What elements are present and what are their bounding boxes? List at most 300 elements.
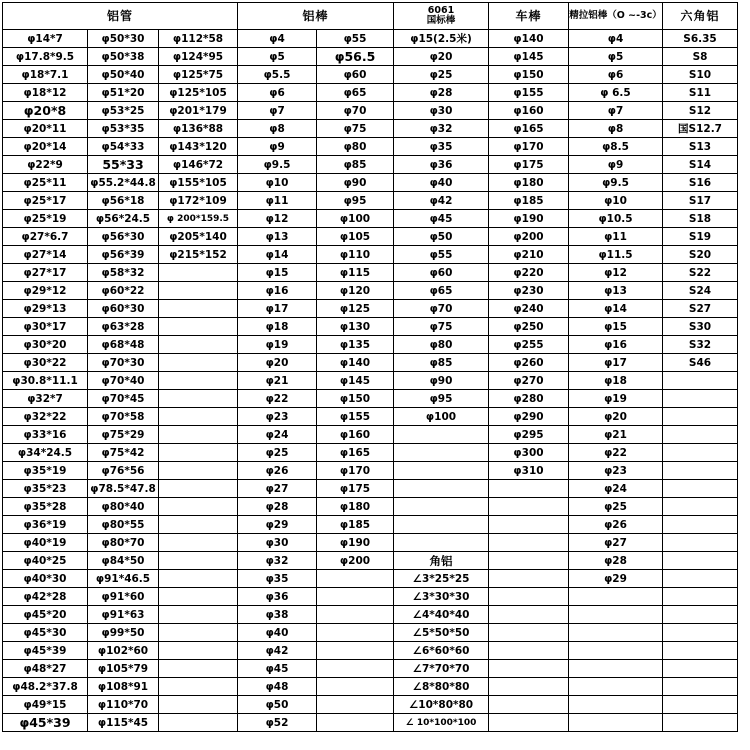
cell-hex: S46 [663, 354, 738, 372]
cell-std6061: φ100 [394, 408, 489, 426]
cell-pipe-b: φ75*42 [88, 444, 159, 462]
cell-hex: S22 [663, 264, 738, 282]
cell-std6061: φ50 [394, 228, 489, 246]
cell-pipe-b: φ50*30 [88, 30, 159, 48]
cell-pipe-c [159, 444, 238, 462]
table-row [3, 570, 738, 588]
cell-hex [663, 588, 738, 606]
cell-bar-a: φ27 [238, 480, 317, 498]
cell-bar-a: φ7 [238, 102, 317, 120]
cell-std6061: φ28 [394, 84, 489, 102]
cell-lathe: φ160 [489, 102, 569, 120]
cell-pipe-a: φ42*28 [3, 588, 88, 606]
cell-pipe-b: φ63*28 [88, 318, 159, 336]
cell-bar-a: φ5.5 [238, 66, 317, 84]
cell-lathe: φ170 [489, 138, 569, 156]
cell-bar-a: φ28 [238, 498, 317, 516]
cell-bar-a: φ26 [238, 462, 317, 480]
cell-drawn [569, 642, 663, 660]
cell-bar-b: φ105 [317, 228, 394, 246]
cell-lathe [489, 696, 569, 714]
cell-drawn: φ5 [569, 48, 663, 66]
cell-lathe: φ180 [489, 174, 569, 192]
cell-bar-b: φ135 [317, 336, 394, 354]
cell-std6061: φ20 [394, 48, 489, 66]
cell-pipe-b: φ50*38 [88, 48, 159, 66]
cell-pipe-b: φ91*46.5 [88, 570, 159, 588]
cell-pipe-c [159, 336, 238, 354]
cell-std6061: ∠10*80*80 [394, 696, 489, 714]
cell-pipe-a: φ40*30 [3, 570, 88, 588]
cell-bar-a: φ15 [238, 264, 317, 282]
cell-hex [663, 408, 738, 426]
cell-hex: S27 [663, 300, 738, 318]
cell-pipe-a: φ32*22 [3, 408, 88, 426]
cell-std6061: φ85 [394, 354, 489, 372]
cell-drawn: φ8 [569, 120, 663, 138]
cell-drawn: φ24 [569, 480, 663, 498]
cell-pipe-c: φ172*109 [159, 192, 238, 210]
table-row [3, 696, 738, 714]
cell-std6061: ∠8*80*80 [394, 678, 489, 696]
cell-pipe-c [159, 390, 238, 408]
cell-hex [663, 426, 738, 444]
cell-lathe: φ310 [489, 462, 569, 480]
cell-hex [663, 570, 738, 588]
cell-pipe-b: φ60*30 [88, 300, 159, 318]
cell-std6061 [394, 534, 489, 552]
cell-lathe: φ185 [489, 192, 569, 210]
cell-lathe [489, 516, 569, 534]
cell-drawn: φ27 [569, 534, 663, 552]
cell-bar-a: φ50 [238, 696, 317, 714]
cell-std6061 [394, 426, 489, 444]
cell-pipe-b: φ80*40 [88, 498, 159, 516]
cell-pipe-c: φ146*72 [159, 156, 238, 174]
table-row [3, 426, 738, 444]
cell-drawn: φ13 [569, 282, 663, 300]
cell-pipe-b: φ53*35 [88, 120, 159, 138]
cell-pipe-a: φ48.2*37.8 [3, 678, 88, 696]
cell-drawn: φ15 [569, 318, 663, 336]
cell-bar-b: φ150 [317, 390, 394, 408]
cell-pipe-b: φ58*32 [88, 264, 159, 282]
cell-pipe-c [159, 642, 238, 660]
cell-drawn: φ25 [569, 498, 663, 516]
cell-bar-b: φ200 [317, 552, 394, 570]
header-row [3, 3, 738, 30]
aluminum-spec-table [2, 2, 738, 732]
cell-lathe [489, 588, 569, 606]
cell-bar-b: φ75 [317, 120, 394, 138]
cell-pipe-c: φ155*105 [159, 174, 238, 192]
cell-pipe-c [159, 300, 238, 318]
cell-pipe-b: φ110*70 [88, 696, 159, 714]
cell-bar-a: φ42 [238, 642, 317, 660]
cell-bar-a: φ13 [238, 228, 317, 246]
cell-drawn: φ22 [569, 444, 663, 462]
cell-std6061: φ30 [394, 102, 489, 120]
cell-pipe-b: φ51*20 [88, 84, 159, 102]
cell-pipe-c [159, 462, 238, 480]
cell-bar-b: φ55 [317, 30, 394, 48]
cell-drawn: φ28 [569, 552, 663, 570]
table-row [3, 624, 738, 642]
cell-pipe-a: φ34*24.5 [3, 444, 88, 462]
cell-pipe-b: φ56*18 [88, 192, 159, 210]
cell-pipe-b: φ108*91 [88, 678, 159, 696]
cell-pipe-a: φ36*19 [3, 516, 88, 534]
cell-drawn: φ9.5 [569, 174, 663, 192]
cell-bar-a: φ5 [238, 48, 317, 66]
cell-pipe-c [159, 498, 238, 516]
cell-drawn: φ18 [569, 372, 663, 390]
cell-pipe-b: φ70*40 [88, 372, 159, 390]
cell-std6061: ∠3*25*25 [394, 570, 489, 588]
cell-drawn: φ23 [569, 462, 663, 480]
table-row [3, 552, 738, 570]
cell-hex [663, 696, 738, 714]
cell-pipe-a: φ30.8*11.1 [3, 372, 88, 390]
cell-hex: S20 [663, 246, 738, 264]
cell-hex: S14 [663, 156, 738, 174]
cell-pipe-a: φ30*22 [3, 354, 88, 372]
cell-pipe-b: φ102*60 [88, 642, 159, 660]
cell-lathe: φ155 [489, 84, 569, 102]
cell-std6061: ∠5*50*50 [394, 624, 489, 642]
cell-pipe-a: φ18*7.1 [3, 66, 88, 84]
cell-lathe: φ270 [489, 372, 569, 390]
cell-drawn [569, 660, 663, 678]
table-row [3, 264, 738, 282]
cell-pipe-c [159, 678, 238, 696]
cell-std6061: φ25 [394, 66, 489, 84]
cell-pipe-a: φ49*15 [3, 696, 88, 714]
cell-hex [663, 624, 738, 642]
table-row [3, 444, 738, 462]
cell-drawn: φ17 [569, 354, 663, 372]
cell-bar-b: φ85 [317, 156, 394, 174]
cell-pipe-b: φ91*60 [88, 588, 159, 606]
cell-bar-b: φ170 [317, 462, 394, 480]
cell-lathe [489, 606, 569, 624]
cell-lathe: φ140 [489, 30, 569, 48]
cell-drawn: φ11.5 [569, 246, 663, 264]
cell-bar-a: φ38 [238, 606, 317, 624]
table-row [3, 246, 738, 264]
table-row [3, 174, 738, 192]
cell-bar-a: φ14 [238, 246, 317, 264]
cell-bar-b: φ160 [317, 426, 394, 444]
cell-bar-b: φ175 [317, 480, 394, 498]
cell-pipe-c [159, 624, 238, 642]
cell-drawn: φ10.5 [569, 210, 663, 228]
cell-bar-a: φ8 [238, 120, 317, 138]
cell-bar-a: φ40 [238, 624, 317, 642]
table-row [3, 390, 738, 408]
table-row [3, 84, 738, 102]
cell-bar-b: φ90 [317, 174, 394, 192]
cell-lathe: φ165 [489, 120, 569, 138]
cell-bar-a: φ17 [238, 300, 317, 318]
cell-std6061: φ42 [394, 192, 489, 210]
cell-pipe-b: φ54*33 [88, 138, 159, 156]
cell-bar-a: φ25 [238, 444, 317, 462]
cell-std6061: ∠7*70*70 [394, 660, 489, 678]
cell-pipe-c [159, 696, 238, 714]
cell-pipe-b: φ80*55 [88, 516, 159, 534]
cell-bar-b: φ165 [317, 444, 394, 462]
cell-drawn: φ21 [569, 426, 663, 444]
table-row [3, 300, 738, 318]
cell-pipe-a: φ27*6.7 [3, 228, 88, 246]
cell-drawn: φ20 [569, 408, 663, 426]
cell-drawn: φ14 [569, 300, 663, 318]
cell-pipe-c: φ124*95 [159, 48, 238, 66]
cell-lathe: φ240 [489, 300, 569, 318]
cell-bar-a: φ11 [238, 192, 317, 210]
cell-bar-a: φ9.5 [238, 156, 317, 174]
cell-bar-a: φ32 [238, 552, 317, 570]
cell-bar-a: φ16 [238, 282, 317, 300]
table-body [3, 30, 738, 732]
cell-bar-b [317, 660, 394, 678]
cell-std6061: φ15(2.5米) [394, 30, 489, 48]
cell-pipe-b: φ55.2*44.8 [88, 174, 159, 192]
cell-bar-a: φ21 [238, 372, 317, 390]
cell-lathe: φ220 [489, 264, 569, 282]
cell-std6061 [394, 462, 489, 480]
cell-hex: S18 [663, 210, 738, 228]
cell-pipe-c [159, 408, 238, 426]
cell-pipe-a: φ20*8 [3, 102, 88, 120]
cell-std6061 [394, 498, 489, 516]
cell-bar-a: φ45 [238, 660, 317, 678]
cell-lathe: φ280 [489, 390, 569, 408]
cell-pipe-c [159, 372, 238, 390]
cell-std6061: φ80 [394, 336, 489, 354]
cell-pipe-a: φ45*30 [3, 624, 88, 642]
table-row [3, 30, 738, 48]
cell-bar-b: φ56.5 [317, 48, 394, 66]
cell-lathe [489, 714, 569, 732]
cell-bar-b: φ110 [317, 246, 394, 264]
cell-pipe-a: φ45*39 [3, 714, 88, 732]
cell-hex [663, 678, 738, 696]
cell-hex [663, 372, 738, 390]
cell-pipe-a: φ29*12 [3, 282, 88, 300]
cell-bar-a: φ19 [238, 336, 317, 354]
cell-std6061: φ90 [394, 372, 489, 390]
cell-bar-b: φ130 [317, 318, 394, 336]
table-row [3, 516, 738, 534]
cell-pipe-b: φ56*24.5 [88, 210, 159, 228]
table-row [3, 282, 738, 300]
cell-bar-b: φ80 [317, 138, 394, 156]
cell-pipe-b: φ70*45 [88, 390, 159, 408]
cell-drawn: φ10 [569, 192, 663, 210]
cell-pipe-c [159, 264, 238, 282]
cell-std6061: φ95 [394, 390, 489, 408]
cell-lathe [489, 570, 569, 588]
cell-hex: S10 [663, 66, 738, 84]
cell-lathe: φ175 [489, 156, 569, 174]
cell-bar-b: φ70 [317, 102, 394, 120]
cell-bar-a: φ18 [238, 318, 317, 336]
table-row [3, 354, 738, 372]
cell-pipe-a: φ14*7 [3, 30, 88, 48]
cell-pipe-a: φ25*11 [3, 174, 88, 192]
table-row [3, 480, 738, 498]
cell-pipe-a: φ20*11 [3, 120, 88, 138]
cell-lathe [489, 534, 569, 552]
cell-hex: S32 [663, 336, 738, 354]
cell-std6061 [394, 444, 489, 462]
cell-hex [663, 390, 738, 408]
header-6061-standard-bar: 6061 国标棒 [394, 3, 489, 30]
cell-bar-b: φ180 [317, 498, 394, 516]
cell-bar-a: φ10 [238, 174, 317, 192]
cell-bar-b: φ140 [317, 354, 394, 372]
cell-drawn [569, 696, 663, 714]
cell-hex: S16 [663, 174, 738, 192]
cell-hex [663, 606, 738, 624]
cell-pipe-c: φ 200*159.5 [159, 210, 238, 228]
cell-pipe-c [159, 606, 238, 624]
header-bar: 铝棒 [238, 3, 394, 30]
cell-pipe-b: φ91*63 [88, 606, 159, 624]
cell-hex: S12 [663, 102, 738, 120]
cell-pipe-a: φ35*19 [3, 462, 88, 480]
cell-drawn [569, 678, 663, 696]
cell-drawn: φ8.5 [569, 138, 663, 156]
cell-lathe: φ255 [489, 336, 569, 354]
table-row [3, 642, 738, 660]
cell-bar-b [317, 642, 394, 660]
cell-hex [663, 714, 738, 732]
cell-bar-a: φ20 [238, 354, 317, 372]
cell-hex: S8 [663, 48, 738, 66]
table-row [3, 66, 738, 84]
cell-pipe-c [159, 480, 238, 498]
cell-std6061: ∠6*60*60 [394, 642, 489, 660]
cell-lathe [489, 678, 569, 696]
cell-std6061: φ60 [394, 264, 489, 282]
cell-lathe: φ190 [489, 210, 569, 228]
table-row [3, 660, 738, 678]
cell-pipe-b: φ50*40 [88, 66, 159, 84]
cell-hex: S6.35 [663, 30, 738, 48]
cell-lathe: φ295 [489, 426, 569, 444]
table-row [3, 336, 738, 354]
cell-hex: S19 [663, 228, 738, 246]
cell-bar-b: φ60 [317, 66, 394, 84]
cell-hex [663, 516, 738, 534]
cell-pipe-a: φ33*16 [3, 426, 88, 444]
cell-bar-a: φ24 [238, 426, 317, 444]
cell-pipe-c: φ125*105 [159, 84, 238, 102]
table-row [3, 48, 738, 66]
cell-bar-b: φ115 [317, 264, 394, 282]
cell-lathe [489, 498, 569, 516]
cell-hex [663, 660, 738, 678]
cell-bar-b: φ95 [317, 192, 394, 210]
cell-pipe-c [159, 570, 238, 588]
cell-pipe-b: φ56*39 [88, 246, 159, 264]
cell-pipe-c [159, 282, 238, 300]
cell-bar-a: φ23 [238, 408, 317, 426]
cell-hex [663, 480, 738, 498]
cell-pipe-c [159, 354, 238, 372]
cell-std6061: φ36 [394, 156, 489, 174]
table-row [3, 318, 738, 336]
cell-pipe-a: φ25*19 [3, 210, 88, 228]
cell-pipe-a: φ30*17 [3, 318, 88, 336]
cell-bar-a: φ29 [238, 516, 317, 534]
cell-drawn [569, 624, 663, 642]
cell-hex: S11 [663, 84, 738, 102]
cell-std6061: ∠ 10*100*100 [394, 714, 489, 732]
cell-bar-a: φ30 [238, 534, 317, 552]
cell-pipe-c [159, 516, 238, 534]
cell-pipe-b: φ75*29 [88, 426, 159, 444]
cell-pipe-b: φ76*56 [88, 462, 159, 480]
cell-pipe-a: φ22*9 [3, 156, 88, 174]
table-row [3, 678, 738, 696]
table-row [3, 408, 738, 426]
cell-std6061: φ55 [394, 246, 489, 264]
cell-pipe-c [159, 714, 238, 732]
cell-hex [663, 462, 738, 480]
cell-pipe-a: φ35*23 [3, 480, 88, 498]
cell-pipe-b: φ60*22 [88, 282, 159, 300]
cell-drawn: φ4 [569, 30, 663, 48]
cell-bar-b [317, 570, 394, 588]
cell-std6061: φ65 [394, 282, 489, 300]
cell-drawn: φ29 [569, 570, 663, 588]
cell-std6061 [394, 480, 489, 498]
cell-pipe-c: φ215*152 [159, 246, 238, 264]
cell-hex [663, 552, 738, 570]
cell-pipe-c: φ201*179 [159, 102, 238, 120]
table-row [3, 156, 738, 174]
header-drawn-bar: 精拉铝棒（O ~-3c） [569, 3, 663, 30]
cell-bar-b [317, 624, 394, 642]
table-row [3, 462, 738, 480]
cell-bar-b: φ145 [317, 372, 394, 390]
cell-bar-a: φ4 [238, 30, 317, 48]
cell-pipe-c: φ136*88 [159, 120, 238, 138]
cell-lathe [489, 624, 569, 642]
cell-bar-b [317, 606, 394, 624]
cell-drawn [569, 606, 663, 624]
cell-std6061: φ35 [394, 138, 489, 156]
cell-bar-b: φ190 [317, 534, 394, 552]
cell-pipe-b: φ56*30 [88, 228, 159, 246]
cell-hex: S30 [663, 318, 738, 336]
cell-drawn: φ 6.5 [569, 84, 663, 102]
cell-lathe [489, 660, 569, 678]
cell-bar-a: φ35 [238, 570, 317, 588]
cell-bar-b: φ120 [317, 282, 394, 300]
cell-drawn: φ12 [569, 264, 663, 282]
cell-hex: S24 [663, 282, 738, 300]
cell-pipe-a: φ25*17 [3, 192, 88, 210]
cell-pipe-b: φ105*79 [88, 660, 159, 678]
cell-hex [663, 444, 738, 462]
cell-bar-b [317, 696, 394, 714]
cell-pipe-a: φ45*20 [3, 606, 88, 624]
